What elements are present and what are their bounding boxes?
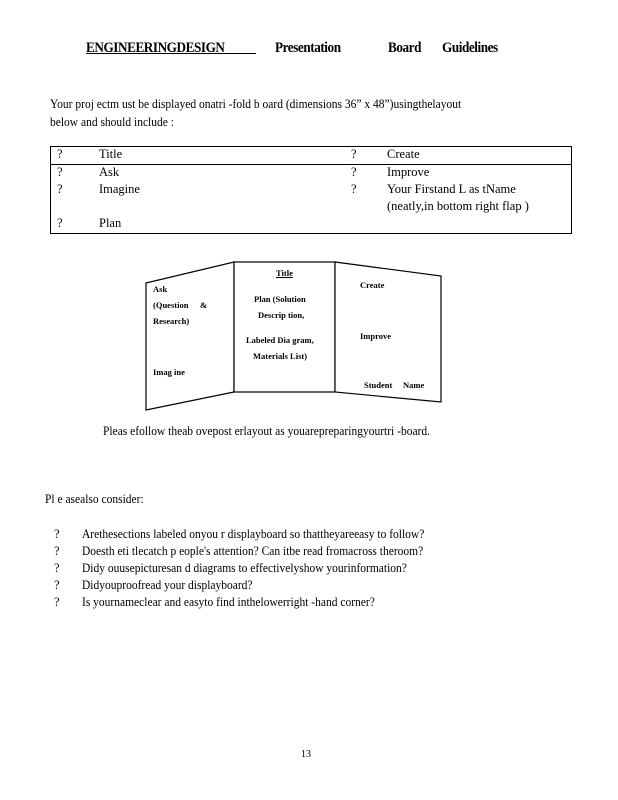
bullet-mark: ? [54, 527, 60, 541]
bullet-mark: ? [351, 182, 357, 196]
bullet-mark: ? [51, 216, 100, 234]
bullet-mark: ? [51, 165, 100, 183]
consider-item: Arethesections labeled onyou r displayboard so thattheyareeasy to follow? [82, 527, 425, 541]
panel-imagine-label: Imag ine [153, 367, 185, 377]
bullet-mark: ? [351, 147, 387, 165]
panel-materials-list-label: Materials List) [253, 351, 308, 361]
panel-title-label: Title [276, 268, 293, 278]
consider-heading: Pl e asealso consider: [45, 492, 144, 506]
header-title-guidelines: Guidelines [442, 40, 498, 56]
requirement-label: Title [99, 147, 315, 165]
bullet-mark: ? [51, 182, 100, 199]
bullet-mark: ? [54, 595, 60, 609]
panel-question-label: (Question [153, 300, 189, 310]
panel-plan-label: Plan (Solution [254, 294, 306, 304]
intro-line-2: below and should include : [50, 115, 174, 129]
page-number: 13 [301, 749, 311, 760]
consider-item: Didy ouusepicturesan d diagrams to effectivelyshow yourinformation? [82, 561, 407, 575]
intro-line-1: Your proj ectm ust be displayed onatri -fold b oard (dimensions 36” x 48”)usingthelayout [50, 97, 462, 111]
bullet-mark: ? [54, 578, 60, 592]
panel-name-label: Name [403, 380, 425, 390]
requirement-label: Create [387, 147, 572, 165]
consider-item: Didyouproofread your displayboard? [82, 578, 253, 592]
panel-ask-label: Ask [153, 284, 168, 294]
header-title-board: Board [388, 40, 422, 56]
panel-description-label: Descrip tion, [258, 310, 305, 320]
requirement-label: Ask [99, 165, 120, 179]
follow-layout-note: Pleas efollow theab ovepost erlayout as youarepreparingyourtri -board. [103, 424, 431, 438]
requirement-label: Improve [387, 165, 572, 183]
panel-ampersand-label: & [200, 300, 208, 310]
center-panel [234, 262, 335, 392]
panel-research-label: Research) [153, 316, 190, 326]
panel-student-label: Student [364, 380, 393, 390]
bullet-mark: ? [51, 147, 100, 165]
requirement-label: (neatly,in bottom right flap ) [387, 199, 572, 216]
consider-item: Doesth eti tlecatch p eople's attention? Can itbe read fromacross theroom? [82, 544, 424, 558]
bullet-mark: ? [351, 165, 357, 179]
header-title-presentation: Presentation [275, 40, 341, 56]
requirement-label: Your Firstand L as tName [387, 182, 572, 199]
bullet-mark: ? [54, 544, 60, 558]
requirement-label: Imagine [99, 182, 140, 196]
consider-item: Is yournameclear and easyto find inthelowerright -hand corner? [82, 595, 375, 609]
requirement-label: Plan [99, 216, 122, 230]
panel-improve-label: Improve [360, 331, 392, 341]
bullet-mark: ? [54, 561, 60, 575]
header-title-engineering: ENGINEERINGDESIGN [86, 40, 225, 56]
panel-labeled-diagram-label: Labeled Dia gram, [246, 335, 314, 345]
panel-create-label: Create [360, 280, 385, 290]
